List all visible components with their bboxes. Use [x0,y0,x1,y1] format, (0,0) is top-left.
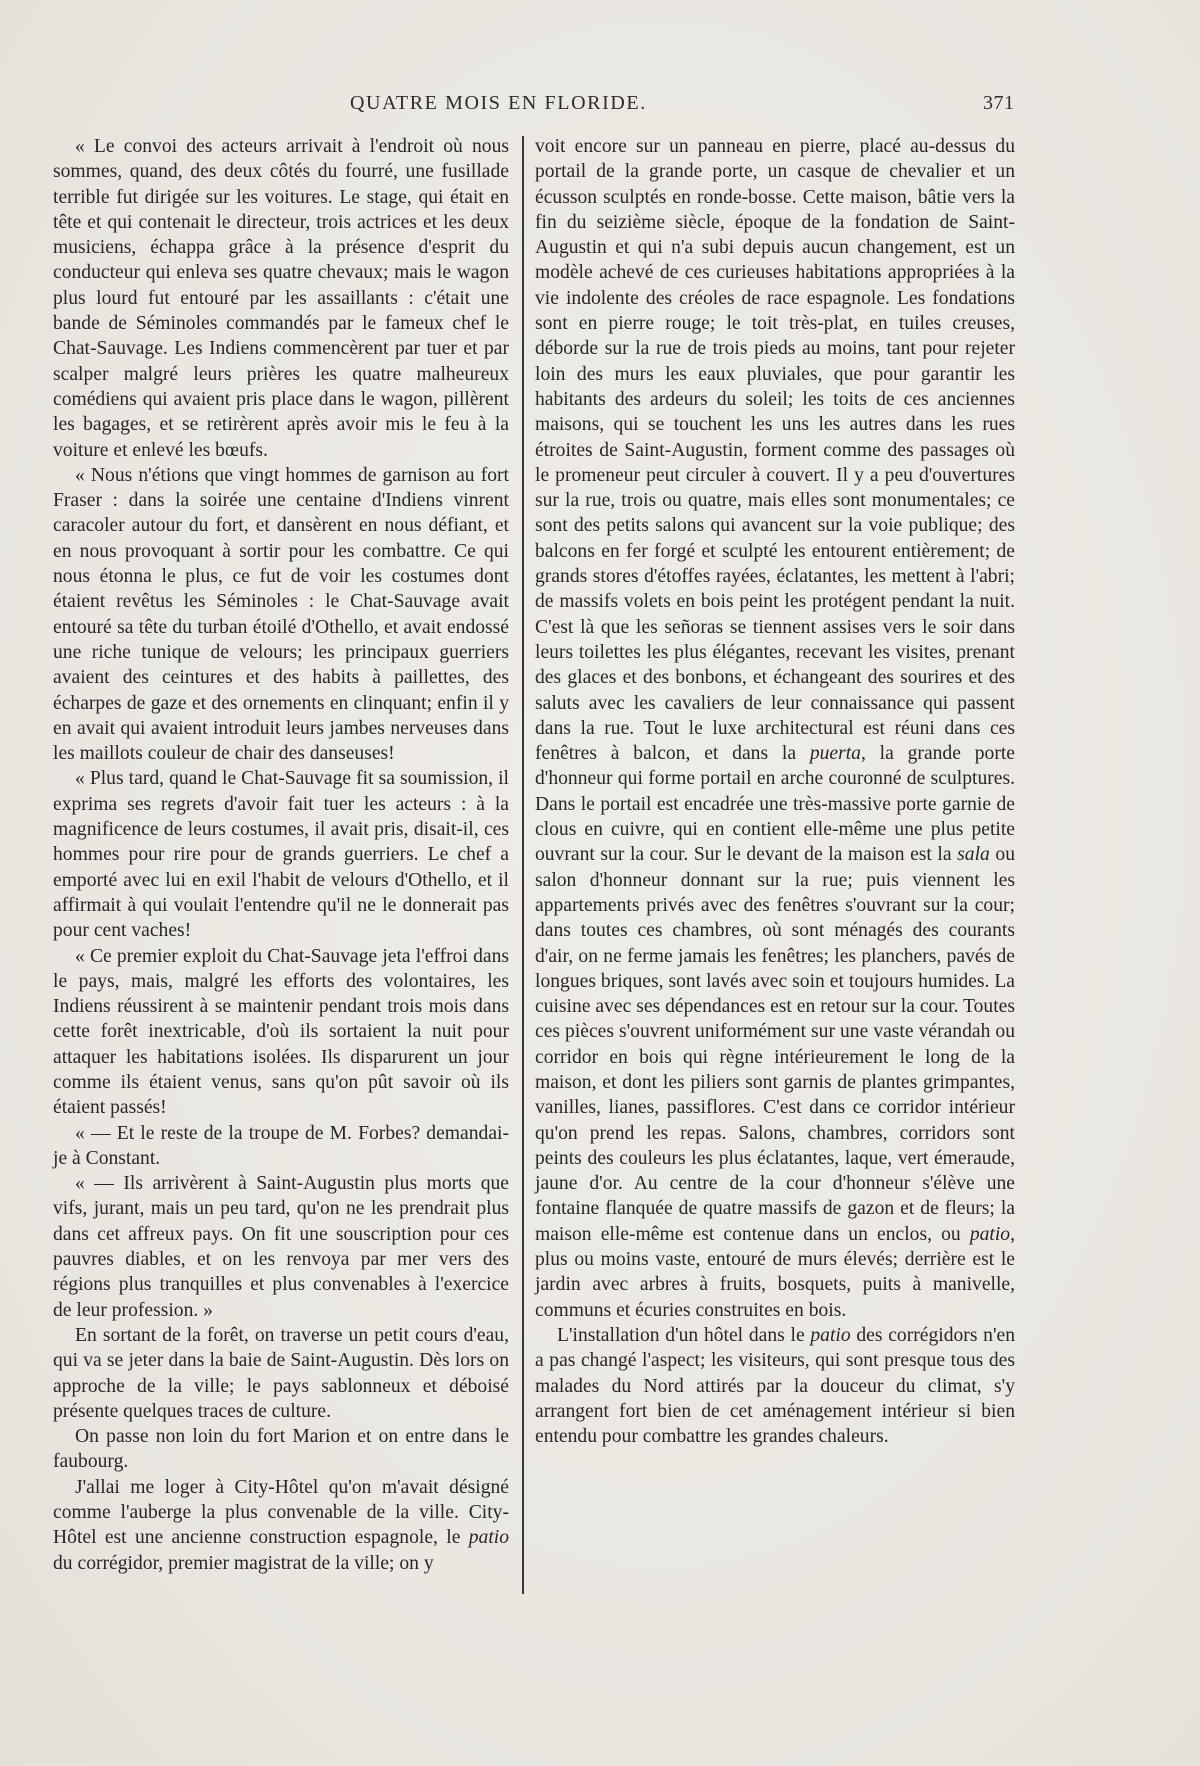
right-column [535,134,1015,1449]
paragraph: « — Et le reste de la troupe de M. Forbes? demandai-je à Constant. [53,1122,509,1169]
paragraph: « — Ils arrivèrent à Saint-Augustin plus morts que vifs, jurant, mais un peu tard, qu'on ne les prendrait plus dans cet affreux pays. On fit une souscription pour ces pauvres diables, et on les renvoya par mer vers des régions plus tranquilles et plus convenables à l'exercice de leur profession. » [53,1173,509,1321]
running-header [350,92,1050,122]
paragraph: On passe non loin du fort Marion et on entre dans le faubourg. [53,1426,509,1473]
paragraph: « Nous n'étions que vingt hommes de garnison au fort Fraser : dans la soirée une centaine d'Indiens vinrent caracoler autour du fort, et dansèrent en nous défiant, et en nous provoquant à sortir pour les combattre. Ce qui nous étonna le plus, ce fut de voir les costumes dont étaient revêtus les Séminoles : le Chat-Sauvage avait entouré sa tête du turban étoilé d'Othello, et avait endossé une riche tunique de velours; les principaux guerriers avaient des ceintures et des habits à paillettes, des écharpes de gaze et des ornements en clinquant; enfin il y en avait qui avaient introduit leurs jambes nerveuses dans les maillots couleur de chair des danseuses! [53,464,509,765]
paragraph: J'allai me loger à City-Hôtel qu'on m'avait désigné comme l'auberge la plus convenable de la ville. City-Hôtel est une ancienne construction espagnole, le patio du corrégidor, premier magistrat de la ville; on y [53,1476,509,1574]
paragraph: voit encore sur un panneau en pierre, placé au-dessus du portail de la grande porte, un casque de chevalier et un écusson sculptés en ronde-bosse. Cette maison, bâtie vers la fin du seizième siècle, époque de la fondation de Saint-Augustin et qui n'a subi depuis aucun changement, est un modèle achevé de ces curieuses habitations appropriées à la vie indolente des créoles de race espagnole. Les fondations sont en pierre rouge; le toit très-plat, en tuiles creuses, déborde sur la rue de trois pieds au moins, tant pour rejeter loin des murs les eaux pluviales, que pour garantir les habitants des ardeurs du soleil; les toits de ces anciennes maisons, qui se touchent les uns les autres dans les rues étroites de Saint-Augustin, forment comme des passages où le promeneur peut circuler à couvert. Il y a peu d'ouvertures sur la rue, trois ou quatre, mais elles sont monumentales; ce sont des petits salons qui avancent sur la voie publique; des balcons en fer forgé et sculpté les entourent entièrement; de grands stores d'étoffes rayées, éclatantes, les mettent à l'abri; de massifs volets en bois peint les protégent pendant la nuit. C'est là que les señoras se tiennent assises vers le soir dans leurs toilettes les plus élégantes, recevant les visites, prenant des glaces et des bonbons, et échangeant des sourires et des saluts avec les cavaliers de leur connaissance qui passent dans la rue. Tout le luxe architectural est réuni dans ces fenêtres à balcon, et dans la puerta, la grande porte d'honneur qui forme portail en arche couronné de sculptures. Dans le portail est encadrée une très-massive porte garnie de clous en cuivre, qui en contient elle-même une plus petite ouvrant sur la cour. Sur le devant de la maison est la sala ou salon d'honneur donnant sur la rue; puis viennent les appartements privés avec des fenêtres s'ouvrant sur la cour; dans toutes ces chambres, où sont ménagés des courants d'air, on ne ferme jamais les fenêtres; les planchers, pavés de longues briques, sont lavés avec soin et toujours humides. La cuisine avec ses dépendances est en retour sur la cour. Toutes ces pièces s'ouvrent uniformément sur une vaste vérandah ou corridor en bois qui règne intérieurement le long de la maison, et dont les piliers sont garnis de plantes grimpantes, vanilles, lianes, passiflores. C'est dans ce corridor intérieur qu'on prend les repas. Salons, chambres, corridors sont peints des couleurs les plus éclatantes, laque, vert émeraude, jaune d'or. Au centre de la cour d'honneur s'élève une fontaine flanquée de quatre massifs de gazon et de fleurs; la maison elle-même est contenue dans un enclos, ou patio, plus ou moins vaste, entouré de murs élevés; derrière est le jardin avec arbres à fruits, bosquets, puits à manivelle, communs et écuries construites en bois. [535,136,1015,1321]
paragraph: L'installation d'un hôtel dans le patio des corrégidors n'en a pas changé l'aspect; les visiteurs, qui sont presque tous des malades du Nord attirés par la douceur du climat, s'y arrangent fort bien de cet aménagement intérieur si bien entendu pour combattre les grandes chaleurs. [535,1324,1016,1448]
paragraph: « Ce premier exploit du Chat-Sauvage jeta l'effroi dans le pays, mais, malgré les efforts des volontaires, les Indiens réussirent à se maintenir pendant trois mois dans cette forêt inextricable, d'où ils sortaient la nuit pour attaquer les habitations isolées. Ils disparurent un jour comme ils étaient venus, sans qu'on pût savoir où ils étaient passés! [53,945,509,1119]
paragraph: « Le convoi des acteurs arrivait à l'endroit où nous sommes, quand, des deux côtés du fourré, une fusillade terrible fut dirigée sur les voitures. Le stage, qui était en tête et qui contenait le directeur, trois actrices et les deux musiciens, échappa grâce à la présence d'esprit du conducteur qui enleva ses quatre chevaux; mais le wagon plus lourd fut entouré par les assaillants : c'était une bande de Séminoles commandés par le fameux chef le Chat-Sauvage. Les Indiens commencèrent par tuer et par scalper malgré leurs prières les quatre malheureux comédiens qui avaient pris place dans le wagon, pillèrent les bagages, et se retirèrent après avoir mis le feu à la voiture et enlevé les bœufs. [53,136,509,461]
column-divider [522,136,524,1594]
page-number: 371 [983,92,1015,114]
left-column [53,134,509,1576]
running-title: QUATRE MOIS EN FLORIDE. [350,92,647,114]
paragraph: En sortant de la forêt, on traverse un petit cours d'eau, qui va se jeter dans la baie de Saint-Augustin. Dès lors on approche de la ville; le pays sablonneux et déboisé présente quelques traces de culture. [53,1324,509,1422]
paragraph: « Plus tard, quand le Chat-Sauvage fit sa soumission, il exprima ses regrets d'avoir fait tuer les acteurs : à la magnificence de leurs costumes, il avait pris, disait-il, ces hommes pour rire pour de grands guerriers. Le chef a emporté avec lui en exil l'habit de velours d'Othello, et il affirmait à qui voulait l'entendre qu'il ne le donnerait pas pour cent vaches! [53,768,509,942]
